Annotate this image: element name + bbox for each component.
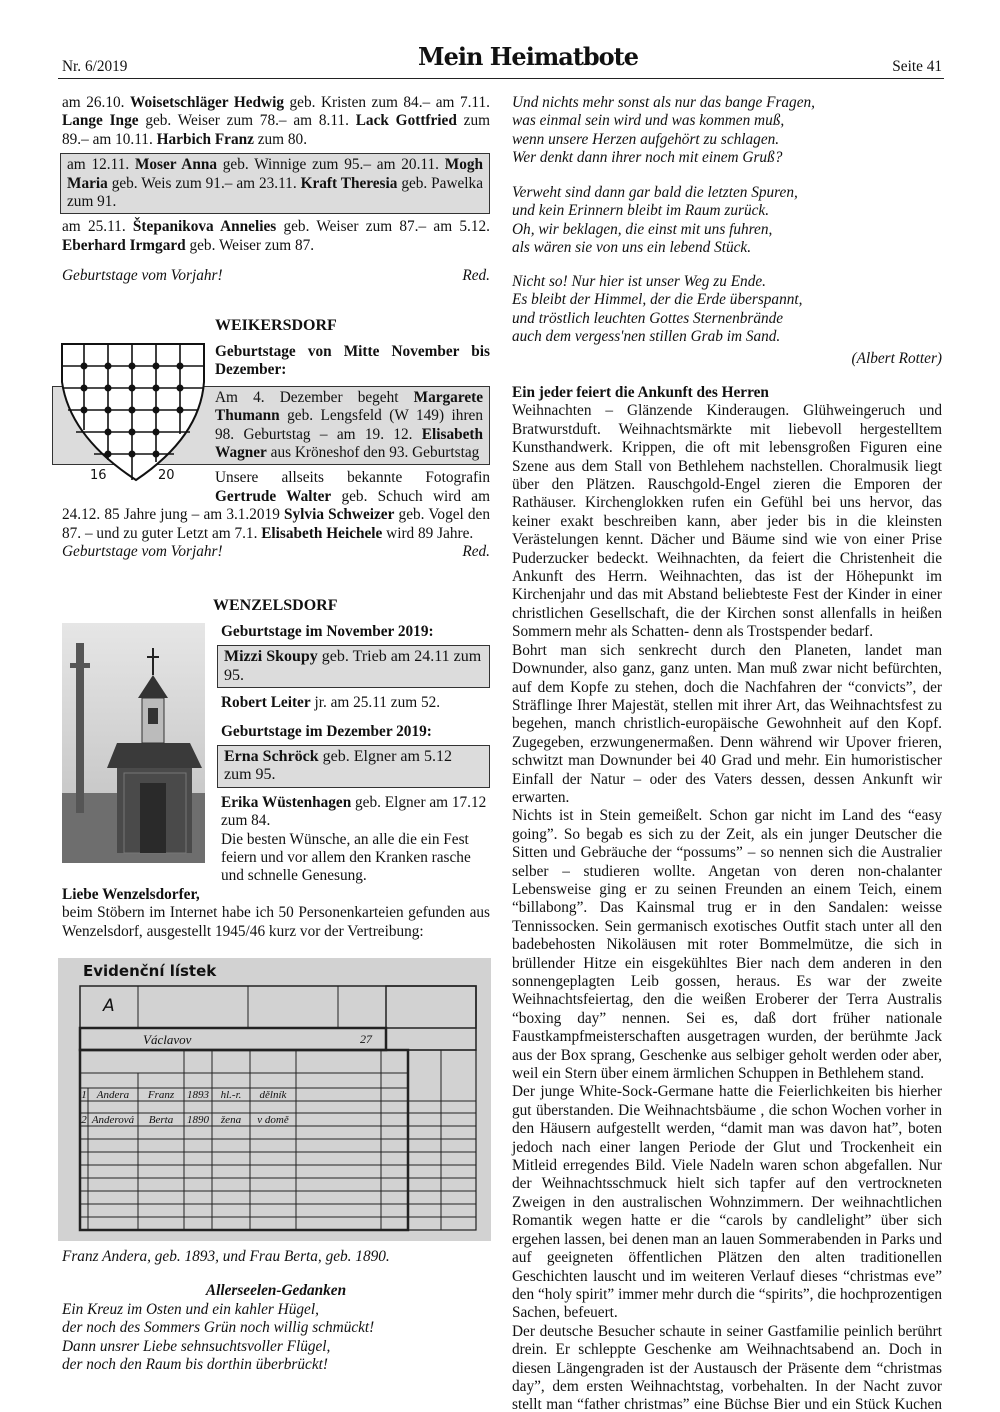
person-name: Mogh Maria <box>67 156 483 192</box>
article-paragraph: Der deutsche Besucher schaute in seiner Gastfamilie peinlich berührt drein. Er schleppte Geschenke am Weihnachtsabend an. Doch in diesen Längengraden ist der Austausch der Präsente dem “christmas day”, dem ersten Weihnachtstag, vorbehalten. In der Nacht zuvor stellt man “father christmas” eine Büchse Bier und ein Stück Kuchen <box>512 1322 942 1412</box>
poem-line: was einmal sein wird und was kommen muß, <box>512 112 785 130</box>
person-name: Moser Anna <box>134 156 217 174</box>
text-segment: am 26.10. <box>62 94 131 111</box>
row-name: Berta <box>148 1114 174 1126</box>
text-segment: Unsere allseits bekannte Fotografin <box>215 469 490 487</box>
poem-stanza <box>512 184 798 258</box>
weikersdorf-subhead: Geburtstage von Mitte November bis Dezember: <box>215 343 490 379</box>
person-name: Sylvia Schweizer <box>284 506 395 524</box>
row-year: 1893 <box>187 1089 209 1101</box>
highlight-box <box>217 645 490 688</box>
person-name: Woisetschläger Hedwig <box>130 94 284 111</box>
birthday-section <box>62 94 490 286</box>
text-segment: Jahre jung – am 3.1.2019 <box>123 506 285 524</box>
text-segment: geb. Elgner am 17.12 zum 84. <box>221 793 487 830</box>
text-segment: geb. Vogel den 87. – und zu guter Letzt am 7.1. <box>62 506 490 542</box>
wenzelsdorf-subhead-november: Geburtstage im November 2019: <box>221 623 434 640</box>
poem-stanza <box>62 1301 374 1375</box>
person-name: Erika Wüstenhagen <box>221 793 352 811</box>
row-relation: hl.-r. <box>220 1089 242 1101</box>
person-name: Eberhard Irmgard <box>62 236 186 254</box>
text-segment: Am 4. Dezember begeht <box>215 388 414 406</box>
note-line <box>62 267 490 285</box>
crest-year-right: 20 <box>158 468 175 483</box>
weikersdorf-paragraph-part <box>62 506 490 541</box>
note-line <box>62 543 490 561</box>
wenzelsdorf-section <box>62 623 490 941</box>
person-name: Robert Leiter <box>221 694 311 712</box>
weikersdorf-crest-icon <box>60 342 208 490</box>
person-name: Elisabeth Wagner <box>215 425 483 462</box>
row-name: Franz <box>147 1089 175 1101</box>
text-segment: am 25.11. <box>62 218 133 236</box>
birthday-paragraph <box>62 94 490 149</box>
crest-year-left: 16 <box>90 468 107 483</box>
card-caption: Franz Andera, geb. 1893, und Frau Berta, geb. 1890. <box>62 1248 390 1265</box>
person-name: Elisabeth Heichele <box>261 524 383 542</box>
highlight-box <box>217 745 490 788</box>
birthday-line <box>221 794 490 831</box>
article-paragraph: Nichts ist in Stein gemeißelt. Schon gar nicht im Land des “easy going”. So begab es sich zu der Zeit, als ein junger Deutscher die Sitten und Gebräuche der “possums” – so nennen sich die Australier selber – studieren wollte. Angetan von deren non-chalanter Lebensweise ging er zu seinen Freunden an einem Teich, einem “billabong”. Das Kainsmal trug er in den Sandalen: weisse Tennissocken. Sein germanisch exotisches Outfit stach unter all den badebehosten Nikoläusen mit roter Bommelmütze, die sich in brüllender Hitze ein eisgekühltes Bier nach dem anderen in den sonnengeplagten Leib gossen, heraus. Es war der zweite Weihnachtsfeiertag, den die weißen Eroberer der Terra Australis “boxing day” nennen. Sei es, daß dort früher nationale Faustkampfmeisterschaften ausgetragen wurden, der berühmte Jack aus der Box sprang, Geschenke aus selbiger geholt werden oder aber, weil ein Stern über einem ärmlichen Schuppen in Bethlehem stand. <box>512 807 942 1083</box>
wishes-text: Die besten Wünsche, an alle die ein Fest feiern und vor allem den Kranken rasche und schnelle Genesung. <box>221 830 471 885</box>
person-name: Mizzi Skoupy <box>224 648 318 666</box>
card-place: Václavov <box>143 1032 192 1047</box>
poem-stanza <box>512 273 802 347</box>
poem-line: wenn unsere Herzen aufgehört zu schlagen. <box>512 130 780 148</box>
article-paragraph: Bohrt man sich senkrecht durch den Planeten, landet man Downunder, also ganz, ganz unten. Man muß zwar nicht befürchten, auf dem Kopfe zu stehen, doch die Nachfahren der “convicts”, der Sträflinge Ihrer Majestät, stellen mit ihrer Art, das Weihnachtsfest zu begehen, manch christlich-europäische Gewohnheit auf den Kopf. Zugegeben, erzwungenermaßen. Denn während wir Upover frieren, schwitzt man Downunder bei 40 Grad und mehr. Ein humoristischer Einfall der Natur – oder des Vaters dessen, dessen Ankunft wir erwarten. <box>512 641 942 806</box>
text-segment: jr. am 25.11 zum 52. <box>310 694 441 712</box>
poem-line: als wären sie von uns ein lebend Stück. <box>512 239 752 257</box>
person-name: Lange Inge <box>62 112 139 130</box>
row-year: 1890 <box>187 1114 209 1126</box>
text-segment: geb. Schuch wird am 24.12. 85 <box>62 487 490 524</box>
poem-line: Nicht so! Nur hier ist unser Weg zu Ende. <box>512 273 766 290</box>
person-name: Lack Gottfried <box>355 112 457 130</box>
poem-line: Wer denkt dann ihrer noch mit einem Gruß? <box>512 149 783 167</box>
text-segment: geb. Weis zum 91.– am 23.11. <box>107 174 301 192</box>
poem-line: Es bleibt der Himmel, der die Erde überspannt, <box>512 291 803 309</box>
page-number: Seite 41 <box>892 58 942 75</box>
poem-line: Oh, wir beklagen, die einst mit uns fuhren, <box>512 220 773 238</box>
section-title-weikersdorf: WEIKERSDORF <box>215 317 337 334</box>
text-segment: am 12.11. <box>67 156 135 174</box>
row-number: 2 <box>81 1114 87 1126</box>
person-name: Gertrude Walter <box>215 487 332 505</box>
text-segment: geb. Elgner am 5.12 zum 95. <box>224 748 452 784</box>
article-title: Ein jeder feiert die Ankunft des Herren <box>512 384 769 401</box>
text-segment: geb. Pawelka zum 91. <box>67 174 483 211</box>
poem-line: der noch den Raum bis dorthin überbrückt! <box>62 1356 328 1374</box>
poem-title: Allerseelen-Gedanken <box>205 1282 347 1299</box>
row-occupation: dělník <box>259 1089 287 1101</box>
weikersdorf-section <box>62 343 490 561</box>
text-segment: geb. Weiser zum 87.– am 5.12. <box>276 218 490 236</box>
header-rule <box>58 78 944 79</box>
crest-area <box>62 343 205 505</box>
text-segment: geb. Weiser zum 78.– am 8.11. <box>138 112 356 130</box>
poem-stanza <box>512 94 815 168</box>
editor-mark: Red. <box>462 267 490 285</box>
card-house-number: 27 <box>360 1032 372 1046</box>
row-number: 1 <box>81 1089 87 1101</box>
poem-line: Und nichts mehr sonst als nur das bange Fragen, <box>512 94 815 111</box>
row-surname: Andera <box>96 1089 130 1101</box>
row-surname: Anderová <box>91 1114 135 1126</box>
note-text: Geburtstage vom Vorjahr! <box>62 267 223 285</box>
text-segment: zum 80. <box>253 130 308 148</box>
poem-line: der noch des Sommers Grün noch willig schmückt! <box>62 1319 375 1337</box>
text-segment: geb. Trieb am 24.11 zum 95. <box>224 648 482 684</box>
poem-author: (Albert Rotter) <box>851 350 942 367</box>
registration-card-scan <box>58 958 491 1241</box>
poem-line: und tröstlich leuchten Gottes Sternenbrände <box>512 309 784 327</box>
person-name: Štepanikova Annelies <box>132 218 277 236</box>
wenzelsdorf-subhead-december: Geburtstage im Dezember 2019: <box>221 722 432 740</box>
person-name: Harbich Franz <box>156 130 254 148</box>
editor-mark: Red. <box>462 543 490 561</box>
poem-line: Ein Kreuz im Osten und ein kahler Hügel, <box>62 1301 319 1318</box>
poem-line: Verweht sind dann gar bald die letzten Spuren, <box>512 184 798 201</box>
text-segment: geb. Weiser zum 87. <box>185 236 315 254</box>
person-name: Erna Schröck <box>224 748 319 766</box>
wenzelsdorf-birthdays <box>217 623 490 886</box>
section-title-wenzelsdorf: WENZELSDORF <box>213 597 338 614</box>
masthead-logo: Mein Heimatbote <box>418 42 638 71</box>
article-paragraph: Weihnachten – Glänzende Kinderaugen. Glühweingeruch und Bratwurstduft. Weihnachtsmärkte mit liebevoll hergestelltem Kunsthandwerk. Krippen, die oft mit lebensgroßen Figuren eine Szene aus dem Stall von Bethlehem nachstellen. Choralmusik liegt über den Plätzen. Rauschgold-Engel zieren die Emporen der Rathäuser. Kirchenglokken rufen ein Gefühl bei uns hervor, das keiner exakt beschreiben kann, aber jeder bis in die kleinsten Verästelungen kennt. Dächer und Bäume sind wie von einer Prise Puderzucker bedeckt. Weihnachten, da feiert die Christenheit die Ankunft des Herrn. Weihnachten, das ist der Höhepunkt im Kirchenjahr und das mit Abstand beliebteste Fest der Kinder in einer christlichen Gesellschaft, die der Kirchen sonst allenfalls in heißen Sommern mehr als Schatten- denn als Trostspender bedarf. <box>512 402 942 641</box>
highlight-box <box>60 153 490 214</box>
note-text: Geburtstage vom Vorjahr! <box>62 543 223 561</box>
text-segment: geb. Kristen zum 84.– am 7.11. <box>283 94 490 111</box>
person-name: Margarete Thumann <box>215 388 483 425</box>
chapel-photo <box>62 623 205 863</box>
article-paragraph: Der junge White-Sock-Germane hatte die Feierlichkeiten bis hierher gut überstanden. Die Weihnachtsbäume , die schon Wochen vorher in den Häusern aufgestellt werden, “damit man was davon hat”, boten jedoch nach einer langen Periode der Glut und Trockenheit ein Mitleid erregendes Bild. Viele Nadeln waren schon abgefallen. Nur der Weihnachtsschmuck hielt sich tapfer auf den vertrockneten Zweigen in den australischen Wohnzimmern. Der weihnachtlichen Romantik wegen hatte er die “carols by candlelight” über sich ergehen lassen, bei denen man an lauen Sommerabenden in Parks und auf geeigneten öffentlichen Plätzen den alten traditionellen Geschichten lauscht und im weiteren Verlauf dieses “christmas eve” den “holy spirit” immer mehr durch die “spirits”, die hochprozentigen Sachen, befeuert. <box>512 1083 942 1322</box>
text-segment: geb. Lengsfeld (W 149) ihren 98. Geburtstag – am 19. 12. <box>215 407 483 443</box>
text-segment: geb. Winnige zum 95.– am 20.11. <box>216 156 445 174</box>
text-segment: zum 89.– am 10.11. <box>62 112 490 148</box>
text-segment: wird 89 Jahre. <box>382 524 474 542</box>
birthday-line <box>221 694 490 712</box>
birthday-paragraph <box>62 218 490 255</box>
letter-text: beim Stöbern im Internet habe ich 50 Personenkarteien gefunden aus Wenzelsdorf, ausgestellt 1945/46 kurz vor der Vertreibung: <box>62 904 490 940</box>
letter-heading: Liebe Wenzelsdorfer, <box>62 885 200 903</box>
card-letter: A <box>103 996 115 1016</box>
article <box>512 384 942 1412</box>
poem-line: und kein Erinnern bleibt im Raum zurück. <box>512 202 770 220</box>
poem-line: Dann unsrer Liebe sehnsuchtsvoller Flügel, <box>62 1337 331 1355</box>
text-segment: aus Kröneshof den 93. Geburtstag <box>266 444 480 462</box>
row-occupation: v domě <box>257 1114 289 1126</box>
row-relation: žena <box>220 1114 242 1126</box>
person-name: Kraft Theresia <box>300 174 398 192</box>
issue-number: Nr. 6/2019 <box>62 58 128 75</box>
poem-line: auch dem vergess'nen stillen Grab im Sand. <box>512 328 781 346</box>
card-title: Evidenční lístek <box>83 962 217 980</box>
